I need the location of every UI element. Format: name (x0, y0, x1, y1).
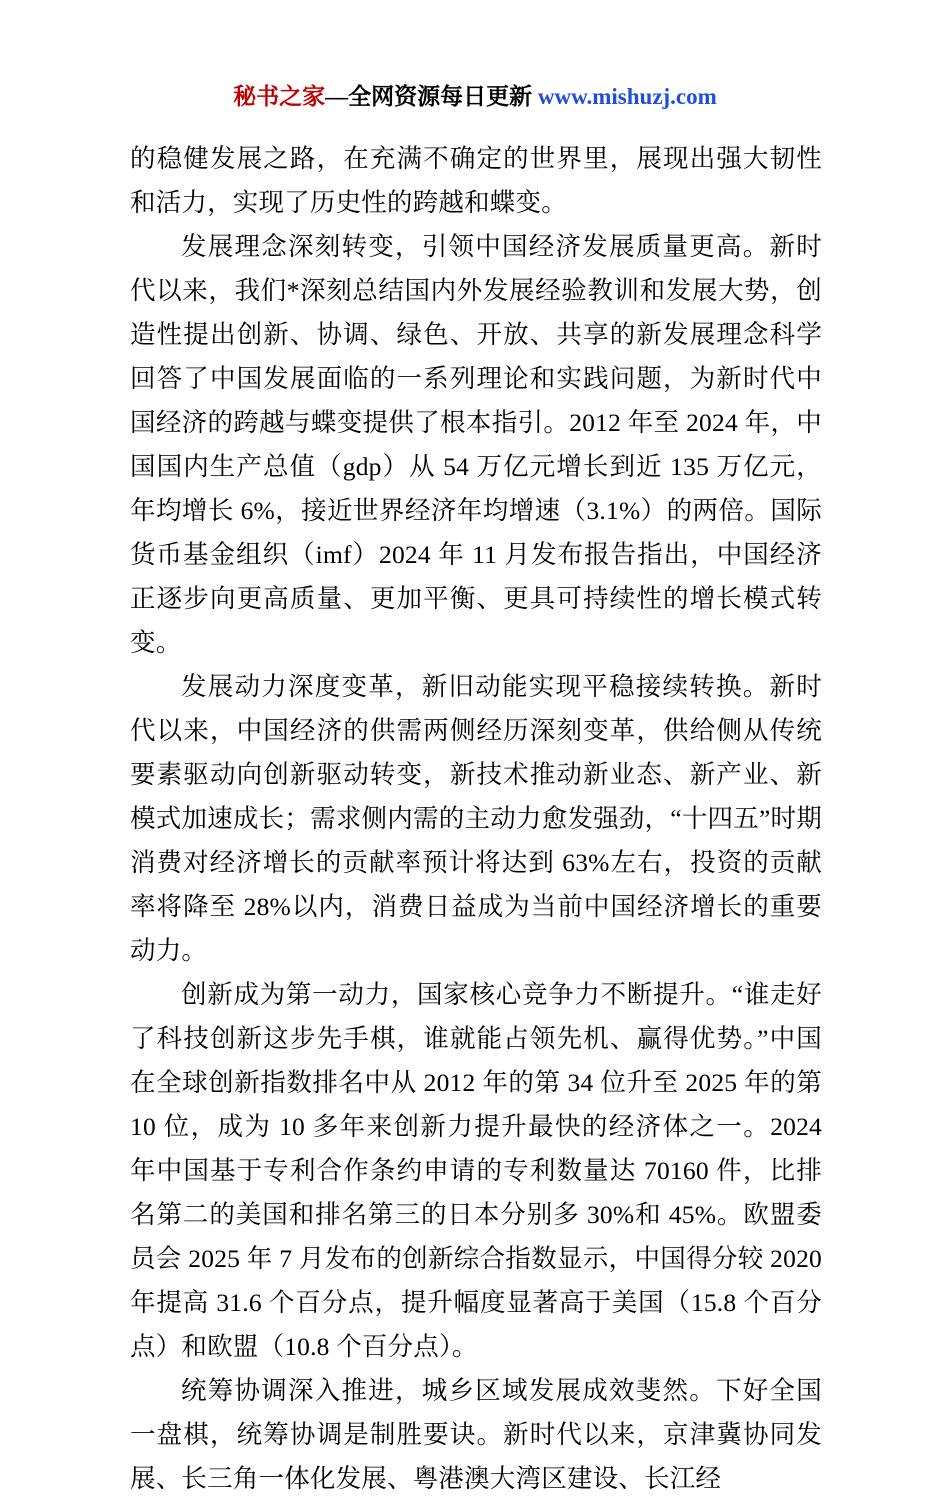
document-page (0, 78, 950, 1493)
paragraph-5: 统筹协调深入推进，城乡区域发展成效斐然。下好全国一盘棋，统筹协调是制胜要诀。新时代以来，京津冀协同发展、长三角一体化发展、粤港澳大湾区建设、长江经 (130, 1376, 822, 1493)
paragraph-2: 发展理念深刻转变，引领中国经济发展质量更高。新时代以来，我们*深刻总结国内外发展经验教训和发展大势，创造性提出创新、协调、绿色、开放、共享的新发展理念科学回答了中国发展面临的一系列理论和实践问题，为新时代中国经济的跨越与蝶变提供了根本指引。2012 年至 2024 年，中国国内生产总值（gdp）从 54 万亿元增长到近 135 万亿元，年均增长 6%，接近世界经济年均增速（3.1%）的两倍。国际货币基金组织（imf）2024 年 11 月发布报告指出，中国经济正逐步向更高质量、更加平衡、更具可持续性的增长模式转变。 (130, 232, 822, 657)
paragraph-3: 发展动力深度变革，新旧动能实现平稳接续转换。新时代以来，中国经济的供需两侧经历深刻变革，供给侧从传统要素驱动向创新驱动转变，新技术推动新业态、新产业、新模式加速成长；需求侧内需的主动力愈发强劲，“十四五”时期消费对经济增长的贡献率预计将达到 63%左右，投资的贡献率将降至 28%以内，消费日益成为当前中国经济增长的重要动力。 (130, 672, 822, 965)
site-brand-name: 秘书之家 (233, 84, 326, 109)
paragraph-4: 创新成为第一动力，国家核心竞争力不断提升。“谁走好了科技创新这步先手棋，谁就能占领先机、赢得优势。”中国在全球创新指数排名中从 2012 年的第 34 位升至 2025 年的第 10 位，成为 10 多年来创新力提升最快的经济体之一。2024 年中国基于专利合作条约申请的专利数量达 70160 件，比排名第二的美国和排名第三的日本分别多 30%和 45%。欧盟委员会 2025 年 7 月发布的创新综合指数显示，中国得分较 2020 年提高 31.6 个百分点，提升幅度显著高于美国（15.8 个百分点）和欧盟（10.8 个百分点）。 (130, 980, 822, 1361)
site-watermark-header (0, 78, 950, 111)
document-body (0, 137, 950, 1501)
paragraph-1: 的稳健发展之路，在充满不确定的世界里，展现出强大韧性和活力，实现了历史性的跨越和蝶变。 (130, 144, 822, 217)
site-tagline: —全网资源每日更新 (325, 84, 538, 109)
site-url-link[interactable]: www.mishuzj.com (537, 84, 717, 109)
